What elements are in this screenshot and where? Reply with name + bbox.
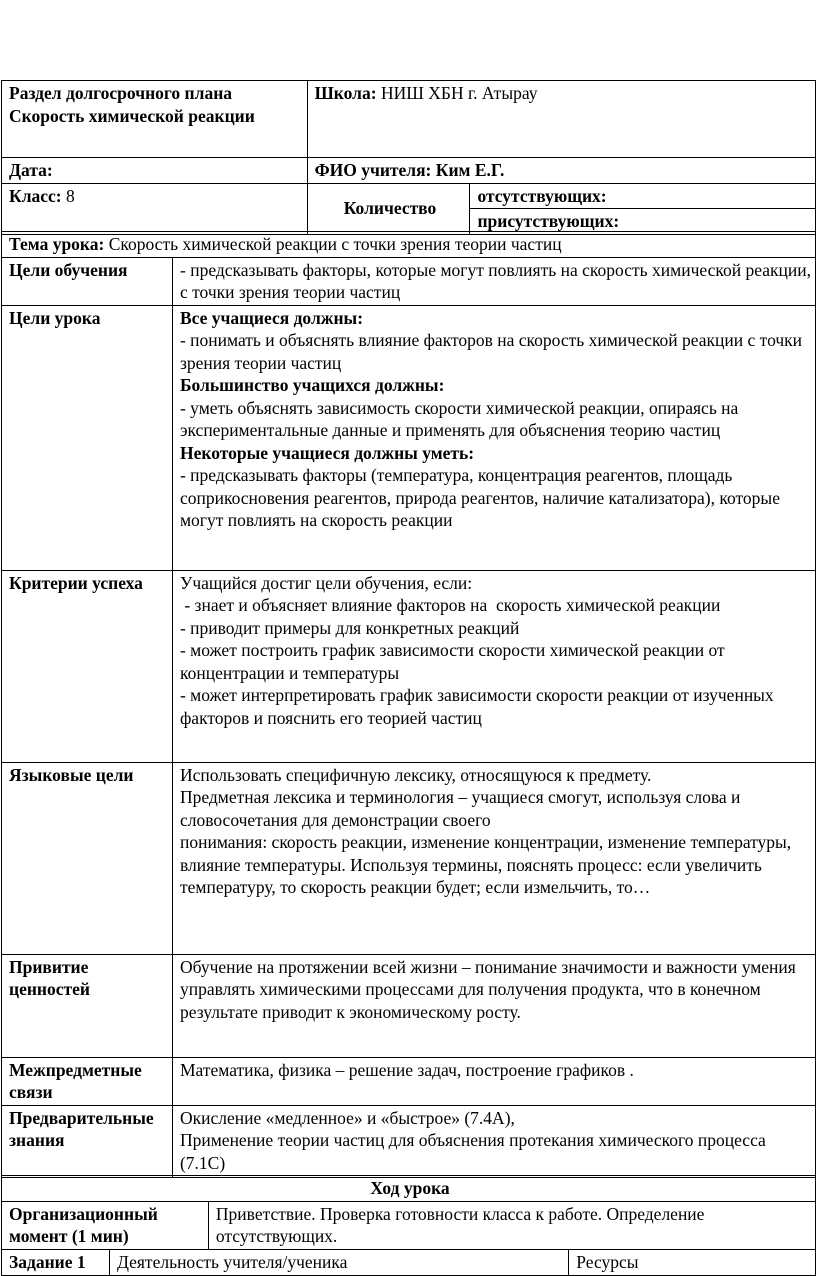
- interdisciplinary-text: Математика, физика – решение задач, построение графиков .: [172, 1057, 815, 1105]
- present-label: присутствующих:: [470, 209, 816, 235]
- count-label: Количество: [307, 183, 470, 234]
- success-criteria-item: - приводит примеры для конкретных реакций: [179, 617, 520, 638]
- prior-knowledge-label: Предварительные знания: [2, 1105, 173, 1177]
- success-criteria-item: - знает и объясняет влияние факторов на скорость химической реакции: [179, 595, 721, 615]
- prior-knowledge-text2: Применение теории частиц для объяснения протекания химического процесса (7.1С): [179, 1130, 766, 1173]
- class-cell: [2, 183, 308, 234]
- success-criteria-intro: Учащийся достиг цели обучения, если:: [179, 572, 473, 593]
- org-moment-label: Организационный момент (1 мин): [2, 1201, 209, 1249]
- resources-label: Ресурсы: [569, 1249, 816, 1275]
- org-moment-text: Приветствие. Проверка готовности класса к работе. Определение отсутствующих.: [208, 1201, 815, 1249]
- success-criteria-content: [172, 570, 815, 762]
- success-criteria-label: Критерии успеха: [2, 570, 173, 762]
- language-goals-text1: Использовать специфичную лексику, относящуюся к предмету.: [179, 764, 652, 785]
- prior-knowledge-text1: Окисление «медленное» и «быстрое» (7.4А),: [179, 1107, 515, 1128]
- some-students-heading: Некоторые учащиеся должны уметь:: [179, 442, 475, 463]
- header-table: [1, 80, 816, 235]
- interdisciplinary-label: Межпредметные связи: [2, 1057, 173, 1105]
- section-label: Раздел долгосрочного плана: [9, 83, 233, 103]
- school-cell: [307, 81, 815, 158]
- success-criteria-item: - может построить график зависимости скорости химической реакции от концентрации и температуры: [179, 640, 725, 683]
- language-goals-label: Языковые цели: [2, 762, 173, 954]
- lesson-goals-content: [172, 305, 815, 570]
- language-goals-text2: Предметная лексика и терминология – учащиеся смогут, используя слова и словосочетания для демонстрации своего: [179, 787, 741, 830]
- teacher-value: Ким Е.Г.: [435, 160, 505, 180]
- learning-goals-text: - предсказывать факторы, которые могут повлиять на скорость химической реакции, с точки зрения теории частиц: [172, 257, 815, 305]
- activity-label: Деятельность учителя/ученика: [109, 1249, 568, 1275]
- lesson-flow-title: Ход урока: [2, 1176, 816, 1202]
- teacher-label: ФИО учителя:: [314, 160, 432, 180]
- all-students-heading: Все учащиеся должны:: [179, 307, 364, 328]
- success-criteria-item: - может интерпретировать график зависимости скорости реакции от изученных факторов и пояснить его теорией частиц: [179, 685, 774, 728]
- teacher-cell: [307, 158, 815, 184]
- school-label: Школа:: [314, 83, 377, 103]
- lesson-flow-table: [1, 1175, 816, 1276]
- topic-row: [2, 232, 816, 258]
- school-value: НИШ ХБН г. Атырау: [380, 83, 538, 103]
- values-label: Привитие ценностей: [2, 954, 173, 1057]
- task-label: Задание 1: [2, 1249, 110, 1275]
- main-table: [1, 231, 816, 1178]
- language-goals-content: [172, 762, 815, 954]
- some-students-text: - предсказывать факторы (температура, концентрация реагентов, площадь соприкосновения реагентов, природа реагентов, наличие катализатора), которые могут повлиять на скорость реакции: [179, 465, 780, 530]
- all-students-text: - понимать и объяснять влияние факторов на скорость химической реакции с точки зрения теории частиц: [179, 330, 803, 373]
- class-label: Класс:: [9, 185, 62, 206]
- class-value: 8: [66, 185, 75, 206]
- topic-value: Скорость химической реакции с точки зрения теории частиц: [108, 234, 562, 254]
- section-value: Скорость химической реакции: [9, 105, 255, 126]
- absent-label: отсутствующих:: [470, 183, 816, 209]
- values-text: Обучение на протяжении всей жизни – понимание значимости и важности умения управлять химическими процессами для получения продукта, что в конечном результате приводит к экономическому росту.: [172, 954, 815, 1057]
- lesson-goals-label: Цели урока: [2, 305, 173, 570]
- most-students-heading: Большинство учащихся должны:: [179, 375, 445, 395]
- topic-label: Тема урока:: [9, 234, 105, 254]
- prior-knowledge-content: [172, 1105, 815, 1177]
- date-label: Дата:: [2, 158, 308, 184]
- language-goals-text3: понимания: скорость реакции, изменение концентрации, изменение температуры, влияние температуры. Используя термины, пояснять процесс: если увеличить температуру, то скорость реакции будет; если измельчить, то…: [179, 832, 792, 897]
- most-students-text: - уметь объяснять зависимость скорости химической реакции, опираясь на экспериментальные данные и применять для объяснения теорию частиц: [179, 397, 739, 440]
- section-cell: [2, 81, 308, 158]
- learning-goals-label: Цели обучения: [2, 257, 173, 305]
